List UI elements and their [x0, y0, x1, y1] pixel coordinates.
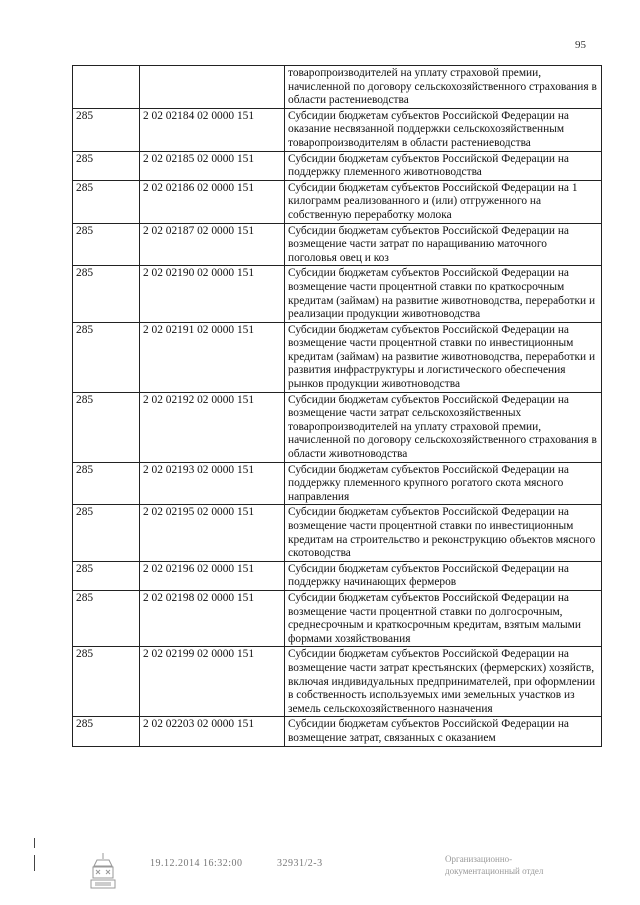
row-description: товаропроизводителей на уплату страховой премии, начисленной по договору сельскохозяйственного страхования в области растениеводства [285, 66, 602, 109]
row-kbk: 2 02 02190 02 0000 151 [140, 266, 285, 322]
row-kbk: 2 02 02198 02 0000 151 [140, 590, 285, 646]
row-code: 285 [73, 590, 140, 646]
row-kbk: 2 02 02191 02 0000 151 [140, 322, 285, 392]
footer-org-line1: Организационно- [445, 854, 513, 864]
row-code: 285 [73, 717, 140, 746]
row-description: Субсидии бюджетам субъектов Российской Федерации на возмещение затрат, связанных с оказанием [285, 717, 602, 746]
row-description: Субсидии бюджетам субъектов Российской Федерации на 1 килограмм реализованного и (или) отгруженного на собственную переработку молока [285, 180, 602, 223]
row-description: Субсидии бюджетам субъектов Российской Федерации на оказание несвязанной поддержки сельскохозяйственным товаропроизводителям в области растениеводства [285, 108, 602, 151]
table-row [73, 462, 602, 505]
seal-stamp-icon [88, 850, 118, 895]
row-code: 285 [73, 266, 140, 322]
table-row [73, 717, 602, 746]
row-kbk: 2 02 02203 02 0000 151 [140, 717, 285, 746]
table-row [73, 590, 602, 646]
row-kbk: 2 02 02186 02 0000 151 [140, 180, 285, 223]
budget-codes-table [72, 65, 602, 747]
row-description: Субсидии бюджетам субъектов Российской Федерации на поддержку племенного крупного рогатого скота мясного направления [285, 462, 602, 505]
row-code: 285 [73, 561, 140, 590]
table-row [73, 392, 602, 462]
table-row [73, 561, 602, 590]
footer [0, 850, 640, 900]
row-code: 285 [73, 180, 140, 223]
row-code: 285 [73, 322, 140, 392]
row-kbk: 2 02 02196 02 0000 151 [140, 561, 285, 590]
row-code: 285 [73, 108, 140, 151]
footer-org [445, 853, 543, 877]
row-description: Субсидии бюджетам субъектов Российской Федерации на поддержку племенного животноводства [285, 151, 602, 180]
table-row [73, 647, 602, 717]
row-kbk: 2 02 02187 02 0000 151 [140, 223, 285, 266]
footer-org-line2: документационный отдел [445, 866, 544, 876]
row-description: Субсидии бюджетам субъектов Российской Федерации на возмещение части процентной ставки по инвестиционным кредитам на строительство и реконструкцию объектов мясного скотоводства [285, 505, 602, 561]
table-row [73, 151, 602, 180]
row-kbk: 2 02 02184 02 0000 151 [140, 108, 285, 151]
row-kbk: 2 02 02199 02 0000 151 [140, 647, 285, 717]
row-description: Субсидии бюджетам субъектов Российской Федерации на возмещение части процентной ставки по краткосрочным кредитам (займам) на развитие животноводства, переработки и реализации продукции животноводства [285, 266, 602, 322]
row-code: 285 [73, 505, 140, 561]
row-description: Субсидии бюджетам субъектов Российской Федерации на возмещение части процентной ставки по долгосрочным, среднесрочным и краткосрочным кредитам, взятым малыми формами хозяйствования [285, 590, 602, 646]
row-code: 285 [73, 151, 140, 180]
row-code: 285 [73, 392, 140, 462]
page-number: 95 [575, 39, 586, 51]
row-kbk: 2 02 02185 02 0000 151 [140, 151, 285, 180]
footer-datetime: 19.12.2014 16:32:00 [150, 858, 243, 869]
row-kbk [140, 66, 285, 109]
table-row [73, 223, 602, 266]
row-code: 285 [73, 647, 140, 717]
row-code: 285 [73, 462, 140, 505]
margin-mark [34, 838, 35, 848]
row-description: Субсидии бюджетам субъектов Российской Федерации на поддержку начинающих фермеров [285, 561, 602, 590]
row-description: Субсидии бюджетам субъектов Российской Федерации на возмещение части затрат сельскохозяйственных товаропроизводителей на уплату страховой премии, начисленной по договору сельскохозяйственного страхования в области животноводства [285, 392, 602, 462]
table-row [73, 505, 602, 561]
row-kbk: 2 02 02192 02 0000 151 [140, 392, 285, 462]
table-row [73, 322, 602, 392]
row-description: Субсидии бюджетам субъектов Российской Федерации на возмещение части затрат по наращиванию маточного поголовья овец и коз [285, 223, 602, 266]
row-kbk: 2 02 02195 02 0000 151 [140, 505, 285, 561]
table-row [73, 66, 602, 109]
footer-doc-id: 32931/2-3 [277, 858, 323, 869]
row-description: Субсидии бюджетам субъектов Российской Федерации на возмещение части процентной ставки по инвестиционным кредитам (займам) на развитие животноводства, переработки и развития инфраструктуры и логистического обеспечения рынков продукции животноводства [285, 322, 602, 392]
table-row [73, 108, 602, 151]
table-row [73, 180, 602, 223]
row-kbk: 2 02 02193 02 0000 151 [140, 462, 285, 505]
table-row [73, 266, 602, 322]
row-description: Субсидии бюджетам субъектов Российской Федерации на возмещение части затрат крестьянских (фермерских) хозяйств, включая индивидуальных предпринимателей, при оформлении в собственность используемых ими земельных участков из земель сельскохозяйственного назначения [285, 647, 602, 717]
row-code [73, 66, 140, 109]
row-code: 285 [73, 223, 140, 266]
